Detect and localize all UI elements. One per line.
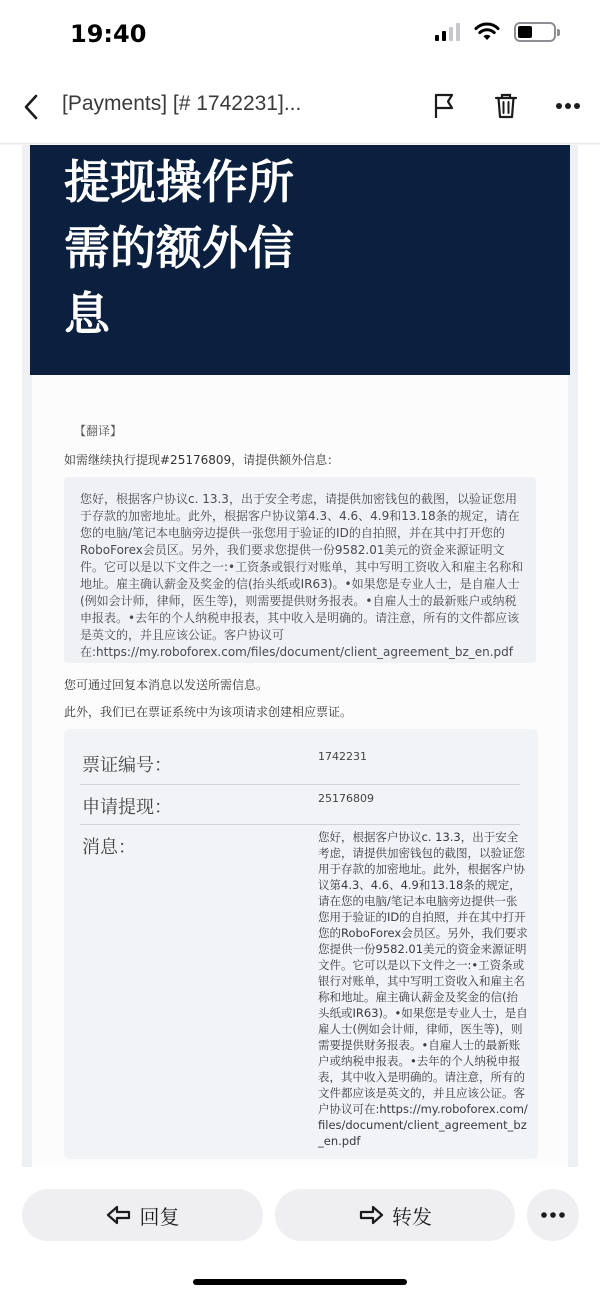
ticket-message-label: 消息： xyxy=(82,837,136,858)
email-subject-title: [Payments] [# 1742231]... xyxy=(62,92,302,115)
nav-actions xyxy=(426,88,586,124)
status-time: 19:40 xyxy=(70,20,147,48)
back-button[interactable] xyxy=(14,88,48,126)
hero-title: 提现操作所需的额外信息 xyxy=(64,155,294,341)
home-indicator xyxy=(193,1279,407,1285)
cellular-signal-icon xyxy=(435,23,460,41)
forward-label: 转发 xyxy=(392,1204,432,1229)
reply-label: 回复 xyxy=(139,1204,180,1229)
ticket-box xyxy=(64,729,538,1159)
email-body xyxy=(32,145,568,1167)
ticket-row-id xyxy=(80,739,520,785)
reply-icon xyxy=(106,1204,132,1226)
reply-button[interactable] xyxy=(22,1189,263,1241)
ticket-message-value: 您好，根据客户协议c. 13.3，出于安全考虑，请提供加密钱包的截图，以验证您用于存款的加密地址。此外，根据客户协议第4.3、4.6、4.9和13.18条的规定，请在您的电脑/笔记本电脑旁边提供一张您用于验证的ID的自拍照，并在其中打开您的RoboForex会员区。另外，我们要求您提供一份9582.01美元的资金来源证明文件。它可以是以下文件之一:•工资条或银行对账单，其中写明工资收入和雇主名称和地址。雇主确认薪金及奖金的信(抬头纸或IR63)。•如果您是专业人士，是自雇人士(例如会计师，律师，医生等)，则需要提供财务报表。•自雇人士的最新账户或纳税申报表。•去年的个人纳税申报表，其中收入是明确的。请注意，所有的文件都应该是英文的，并且应该公证。客户协议可在:https://my.roboforex.com/files/document/client_agreement_bz_en.pdf xyxy=(318,830,528,1148)
email-content[interactable] xyxy=(0,145,600,1167)
delete-button[interactable] xyxy=(488,88,524,124)
chevron-left-icon xyxy=(22,93,40,121)
ticket-row-withdraw xyxy=(80,785,520,825)
more-horizontal-icon xyxy=(541,1212,565,1218)
more-button[interactable] xyxy=(550,88,586,124)
hero-banner xyxy=(30,145,570,375)
intro-text: 如需继续执行提现#25176809，请提供额外信息： xyxy=(64,453,340,467)
battery-icon xyxy=(514,22,556,42)
reply-note: 您可通过回复本消息以发送所需信息。 xyxy=(64,678,269,692)
wifi-icon xyxy=(474,22,500,42)
quote-text: 您好，根据客户协议c. 13.3，出于安全考虑，请提供加密钱包的截图，以验证您用于存款的加密地址。此外，根据客户协议第4.3、4.6、4.9和13.18条的规定，请在您的电脑/笔记本电脑旁边提供一张您用于验证的ID的自拍照，并在其中打开您的RoboForex会员区。另外，我们要求您提供一份9582.01美元的资金来源证明文件。它可以是以下文件之一:•工资条或银行对账单，其中写明工资收入和雇主名称和地址。雇主确认薪金及奖金的信(抬头纸或IR63)。•如果您是专业人士，是自雇人士(例如会计师，律师，医生等)，则需要提供财务报表。•自雇人士的最新账户或纳税申报表。•去年的个人纳税申报表，其中收入是明确的。请注意，所有的文件都应该是英文的，并且应该公证。客户协议可在:https://my.roboforex.com/files/document/client_agreement_bz_en.pdf xyxy=(80,492,524,659)
flag-icon xyxy=(432,92,456,120)
bottom-action-bar xyxy=(0,1167,600,1298)
trash-icon xyxy=(494,92,518,120)
ticket-id-value: 1742231 xyxy=(318,750,367,763)
quote-box xyxy=(64,477,536,663)
ticket-withdraw-value: 25176809 xyxy=(318,792,374,805)
bottom-more-button[interactable] xyxy=(527,1189,579,1241)
forward-button[interactable] xyxy=(275,1189,515,1241)
forward-icon xyxy=(358,1204,384,1226)
more-horizontal-icon xyxy=(555,102,581,110)
flag-button[interactable] xyxy=(426,88,462,124)
ticket-withdraw-label: 申请提现： xyxy=(82,797,172,818)
status-bar xyxy=(0,0,600,70)
nav-bar xyxy=(0,70,600,144)
ticket-id-label: 票证编号： xyxy=(82,755,172,776)
translate-tag: 【翻译】 xyxy=(74,424,123,438)
ticket-note: 此外，我们已在票证系统中为该项请求创建相应票证。 xyxy=(64,705,353,719)
email-frame xyxy=(22,145,578,1167)
status-icons xyxy=(435,22,556,42)
